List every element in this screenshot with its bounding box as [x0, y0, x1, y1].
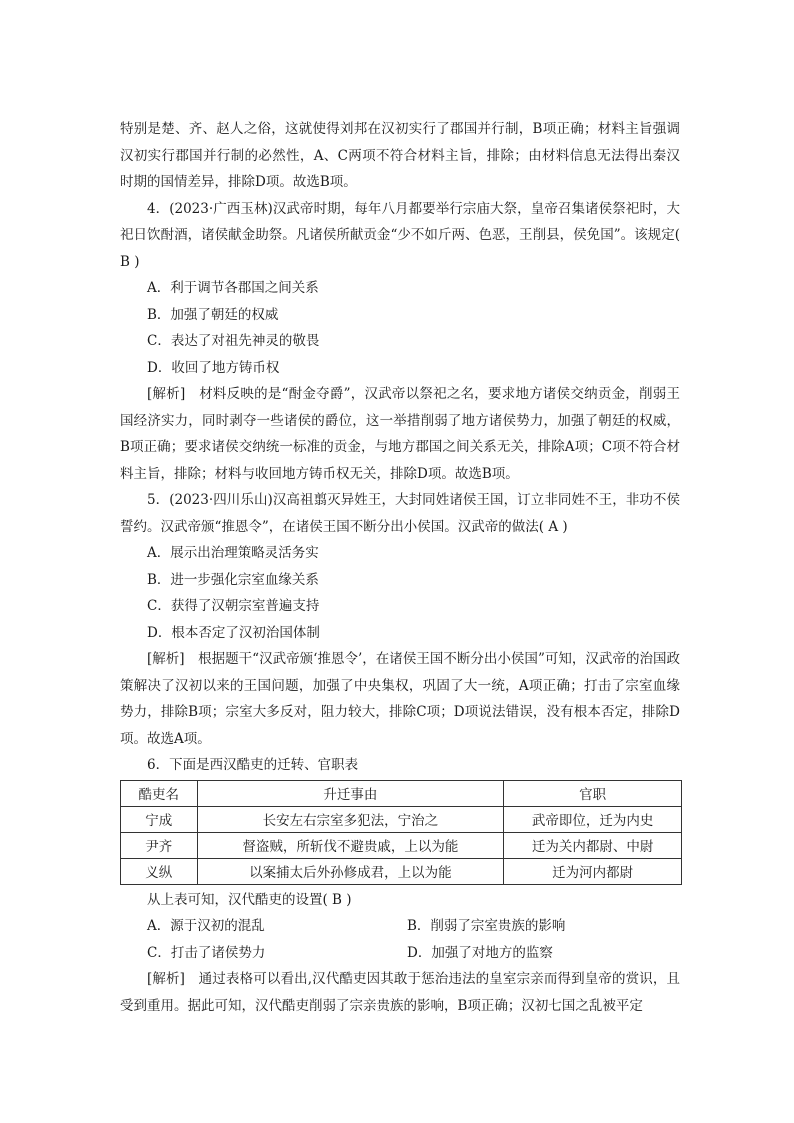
- table-row: [121, 858, 682, 884]
- document-page: [120, 116, 680, 1019]
- q6-option-d: D．加强了对地方的监察: [407, 944, 553, 961]
- table-header-row: [121, 780, 682, 806]
- q6-analysis-text: 通过表格可以看出,汉代酷吏因其敢于惩治违法的皇室宗亲而得到皇帝的赏识，且受到重用。据此可知，汉代酷吏削弱了宗亲贵族的影响，B项正确；汉初七国之乱被平定: [120, 971, 680, 1014]
- q5-analysis-text: 根据题干“汉武帝颁‘推恩令’，在诸侯王国不断分出小侯国”可知，汉武帝的治国政策解决了汉初以来的王国问题，加强了中央集权，巩固了大一统，A项正确；打击了宗室血缘势力，排除B项；宗室大多反对，阻力较大，排除C项；D项说法错误，没有根本否定，排除D项。故选A项。: [120, 651, 680, 747]
- q5-analysis-tag: [解析]: [147, 651, 185, 667]
- q6-analysis-tag: [解析]: [147, 971, 185, 987]
- table-header-name: 酷吏名: [121, 780, 198, 806]
- q4-stem: 4．(2023·广西玉林)汉武帝时期，每年八月都要举行宗庙大祭，皇帝召集诸侯祭祀时，大祀日饮酎酒，诸侯献金助祭。凡诸侯所献贡金“少不如斤两、色恶，王削县，侯免国”。该规定( B ): [120, 200, 680, 270]
- official-table: [120, 780, 682, 885]
- q6-question: 从上表可知，汉代酷吏的设置( B ): [147, 891, 352, 908]
- table-cell: 督盗贼，所斩伐不避贵戚，上以为能: [197, 832, 504, 858]
- q6-options-row-1: [120, 913, 680, 940]
- q5-option-c: C．获得了汉朝宗室普遍支持: [147, 598, 320, 614]
- q4-option-b: B．加强了朝廷的权威: [147, 306, 279, 323]
- q6-analysis: [120, 966, 680, 1019]
- table-row: [121, 806, 682, 832]
- q4-option-c: C．表达了对祖先神灵的敬畏: [147, 333, 320, 349]
- table-header-post: 官职: [504, 780, 682, 806]
- q6-stem: 6．下面是西汉酷吏的迁转、官职表: [147, 757, 359, 773]
- q4-option-a: A．利于调节各郡国之间关系: [147, 280, 319, 296]
- intro-paragraph: 特别是楚、齐、赵人之俗，这就使得刘邦在汉初实行了郡国并行制，B项正确；材料主旨强调汉初实行郡国并行制的必然性，A、C两项不符合材料主旨，排除；由材料信息无法得出秦汉时期的国情差异，排除D项。故选B项。: [120, 121, 680, 190]
- table-cell: 长安左右宗室多犯法，宁治之: [197, 806, 504, 832]
- table-cell: 迁为河内都尉: [504, 858, 682, 884]
- q5-analysis: [120, 646, 680, 752]
- table-cell: 宁成: [121, 806, 198, 832]
- q4-analysis-tag: [解析]: [147, 386, 186, 402]
- q6-option-b: B．削弱了宗室贵族的影响: [407, 918, 566, 934]
- q5-option-d: D．根本否定了汉初治国体制: [147, 624, 320, 641]
- table-cell: 迁为关内都尉、中尉: [504, 832, 682, 858]
- q5-stem: 5．(2023·四川乐山)汉高祖翦灭异姓王，大封同姓诸侯王国，订立非同姓不王，非功不侯誓约。汉武帝颁“推恩令”，在诸侯王国不断分出小侯国。汉武帝的做法( A ): [120, 492, 680, 535]
- q6-options-row-2: [120, 940, 680, 967]
- table-cell: 义纵: [121, 858, 198, 884]
- q5-option-b: B．进一步强化宗室血缘关系: [147, 571, 319, 588]
- q6-option-c: C．打击了诸侯势力: [147, 944, 266, 961]
- table-cell: 以案捕太后外孙修成君，上以为能: [197, 858, 504, 884]
- table-cell: 武帝即位，迁为内史: [504, 806, 682, 832]
- q4-option-d: D．收回了地方铸币权: [147, 359, 280, 376]
- table-header-reason: 升迁事由: [197, 780, 504, 806]
- q5-option-a: A．展示出治理策略灵活务实: [147, 545, 319, 561]
- table-row: [121, 832, 682, 858]
- q4-analysis: [120, 381, 680, 487]
- table-cell: 尹齐: [121, 832, 198, 858]
- q4-analysis-text: 材料反映的是“酎金夺爵”，汉武帝以祭祀之名，要求地方诸侯交纳贡金，削弱王国经济实力，同时剥夺一些诸侯的爵位，这一举措削弱了地方诸侯势力，加强了朝廷的权威，B项正确；要求诸侯交纳统一标准的贡金，与地方郡国之间关系无关，排除A项；C项不符合材料主旨，排除；材料与收回地方铸币权无关，排除D项。故选B项。: [120, 386, 680, 482]
- q6-option-a: A．源于汉初的混乱: [147, 918, 265, 934]
